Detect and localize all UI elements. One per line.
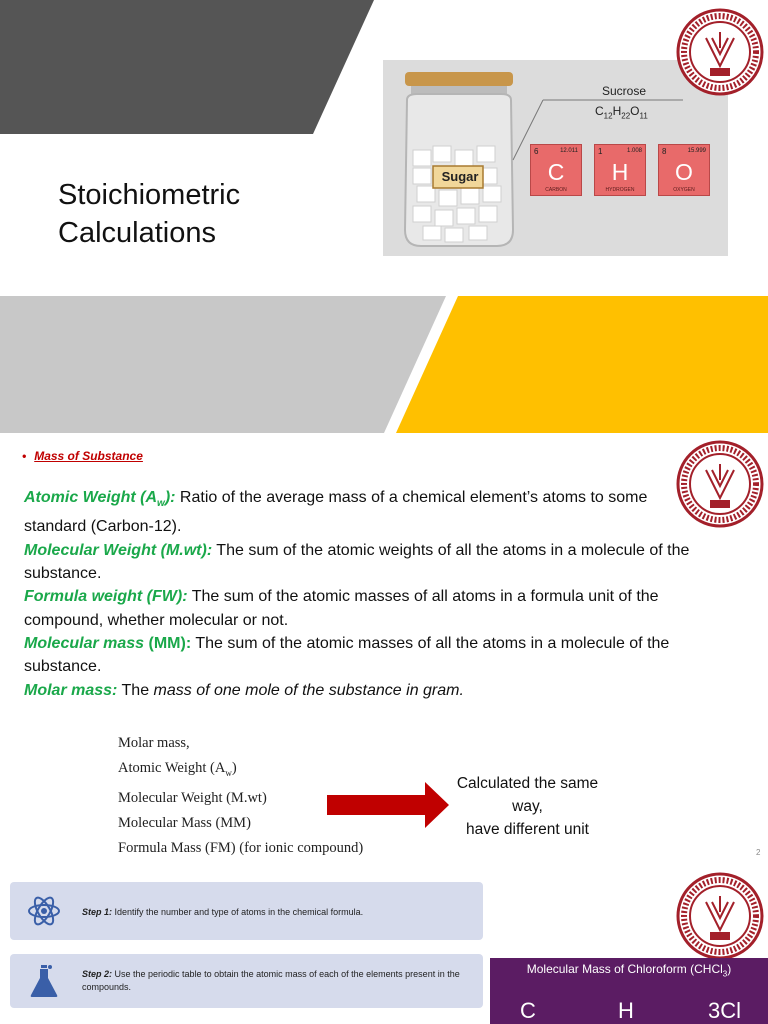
page-number: 2 <box>756 848 761 857</box>
university-seal-icon <box>676 8 764 96</box>
definition-molecular-mass: Molecular mass (MM): The sum of the atomic masses of all the atoms in a molecule of the substance. <box>24 634 670 676</box>
definition-formula-weight: Formula weight (FW): The sum of the atomic masses of all atoms in a formula unit of the compound, whether molecular or not. <box>24 588 659 629</box>
chloroform-box <box>490 958 768 1024</box>
university-seal-icon <box>676 872 764 960</box>
element-tile-oxygen: 8 15.999 O OXYGEN <box>658 144 710 196</box>
slide-1 <box>0 0 768 290</box>
chloroform-title: Molecular Mass of Chloroform (CHCl$_3$) <box>526 962 732 979</box>
step-1-card <box>10 882 483 940</box>
slide-2 <box>0 296 768 433</box>
atom-icon <box>26 893 62 929</box>
sucrose-formula: $C_{12}H_{22}O_{11}$ <box>595 104 648 121</box>
list-item: Formula Mass (FM) (for ionic compound) <box>118 839 364 856</box>
dark-banner-shape <box>0 0 380 134</box>
university-logo-3 <box>676 872 764 960</box>
definitions-block <box>24 486 696 702</box>
title-line-2: Calculations <box>58 217 216 249</box>
step-1-text: Step 1: Identify the number and type of atoms in the chemical formula. <box>82 907 364 917</box>
banner-shapes <box>0 296 768 433</box>
slide-title <box>58 176 240 252</box>
definition-molecular-weight: Molecular Weight (M.wt): The sum of the atomic weights of all the atoms in a molecule of the substance. <box>24 541 690 583</box>
list-item: Molecular Weight (M.wt) <box>118 789 267 806</box>
sucrose-label: Sucrose <box>602 84 647 98</box>
section-bullet: • Mass of Substance <box>22 449 143 463</box>
step-2-text: Step 2: Use the periodic table to obtain the atomic mass of each of the elements present in the compounds. <box>82 969 460 992</box>
definition-molar-mass: Molar mass: The mass of one mole of the substance in gram. <box>24 681 464 699</box>
right-arrow-icon <box>327 782 449 828</box>
calculation-note: Calculated the same way, have different unit <box>456 775 599 838</box>
flask-icon <box>26 963 62 999</box>
list-item: Molar mass, <box>118 735 190 751</box>
list-item: Molecular Mass (MM) <box>118 814 251 831</box>
jar-label: Sugar <box>441 169 479 184</box>
university-logo <box>676 8 764 96</box>
title-line-1: Stoichiometric <box>58 179 241 211</box>
element-tile-hydrogen: 1 1.008 H HYDROGEN <box>594 144 646 196</box>
element-h: H <box>618 998 634 1023</box>
element-c: C <box>520 998 536 1023</box>
list-item: Atomic Weight $(A_w)$ <box>118 760 237 778</box>
definition-atomic-weight: Atomic Weight $(A_w)$: Ratio of the average mass of a chemical element’s atoms to some standard (Carbon-12). <box>24 489 648 536</box>
element-3cl: 3Cl <box>708 998 742 1023</box>
step-2-card <box>10 954 483 1008</box>
element-tile-carbon: 6 12.011 C CARBON <box>530 144 582 196</box>
